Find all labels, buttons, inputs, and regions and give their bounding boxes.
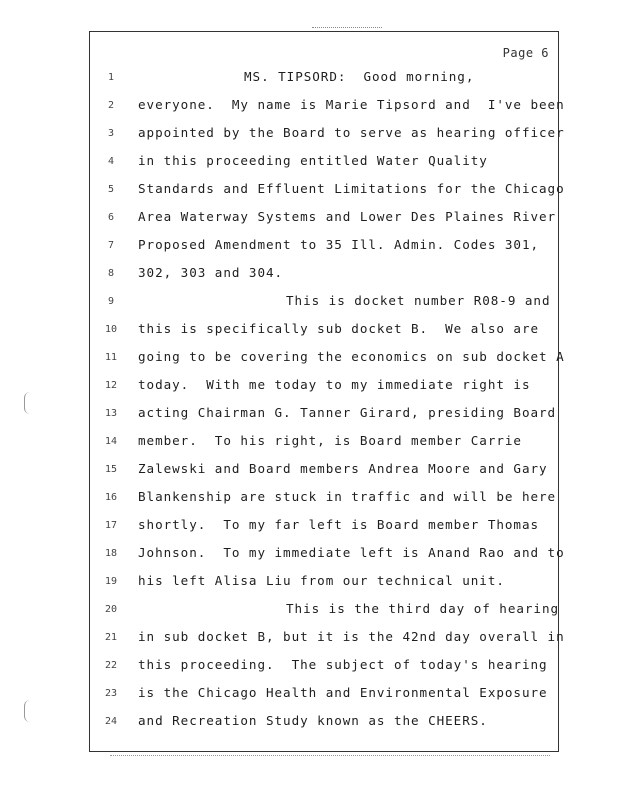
line-text: Blankenship are stuck in traffic and will be here xyxy=(138,489,557,504)
line-text: Johnson. To my immediate left is Anand Rao and to xyxy=(138,545,565,560)
punch-hole-mark xyxy=(24,700,31,722)
line-number: 2 xyxy=(107,100,115,111)
line-text: today. With me today to my immediate right is xyxy=(138,377,531,392)
punch-hole-mark xyxy=(24,392,31,414)
transcript-line xyxy=(90,69,558,89)
line-number: 17 xyxy=(104,520,118,531)
line-text: in this proceeding entitled Water Quality xyxy=(138,153,488,168)
transcript-line xyxy=(90,629,565,649)
line-text: Zalewski and Board members Andrea Moore and Gary xyxy=(138,461,548,476)
line-text: appointed by the Board to serve as hearing officer xyxy=(138,125,565,140)
line-number: 16 xyxy=(104,492,118,503)
transcript-line xyxy=(90,237,558,257)
transcript-line xyxy=(90,153,558,173)
line-text: and Recreation Study known as the CHEERS. xyxy=(138,713,488,728)
line-number: 11 xyxy=(104,352,118,363)
line-number: 7 xyxy=(107,240,115,251)
line-text: shortly. To my far left is Board member Thomas xyxy=(138,517,540,532)
line-number: 9 xyxy=(107,296,115,307)
line-text: Area Waterway Systems and Lower Des Plaines River xyxy=(138,209,557,224)
line-number: 20 xyxy=(104,604,118,615)
line-number: 10 xyxy=(104,324,118,335)
transcript-line xyxy=(90,181,565,201)
line-text: Proposed Amendment to 35 Ill. Admin. Codes 301, xyxy=(138,237,540,252)
transcript-line xyxy=(90,433,558,453)
line-text: his left Alisa Liu from our technical unit. xyxy=(138,573,505,588)
transcript-line xyxy=(90,377,558,397)
line-text: in sub docket B, but it is the 42nd day overall in xyxy=(138,629,565,644)
line-number: 19 xyxy=(104,576,118,587)
transcript-line xyxy=(90,685,558,705)
line-number: 14 xyxy=(104,436,118,447)
line-number: 21 xyxy=(104,632,118,643)
transcript-page xyxy=(89,31,565,752)
line-number: 23 xyxy=(104,688,118,699)
transcript-line xyxy=(90,265,558,285)
line-number: 12 xyxy=(104,380,118,391)
transcript-line xyxy=(90,657,558,677)
transcript-line xyxy=(90,321,558,341)
transcript-line xyxy=(90,601,558,621)
transcript-line xyxy=(90,209,558,229)
line-number: 24 xyxy=(104,716,118,727)
line-number: 6 xyxy=(107,212,115,223)
line-text: This is docket number R08-9 and xyxy=(286,293,551,308)
line-number: 4 xyxy=(107,156,115,167)
transcript-line xyxy=(90,125,565,145)
transcript-line xyxy=(90,573,558,593)
line-text: MS. TIPSORD: Good morning, xyxy=(244,69,475,84)
line-number: 5 xyxy=(107,184,115,195)
line-number: 22 xyxy=(104,660,118,671)
transcript-line xyxy=(90,293,558,313)
line-text: this proceeding. The subject of today's hearing xyxy=(138,657,548,672)
transcript-line xyxy=(90,97,565,117)
line-number: 18 xyxy=(104,548,118,559)
line-number: 1 xyxy=(107,72,115,83)
line-text: everyone. My name is Marie Tipsord and I've been xyxy=(138,97,565,112)
transcript-line xyxy=(90,713,558,733)
line-text: acting Chairman G. Tanner Girard, presiding Board xyxy=(138,405,557,420)
transcript-line xyxy=(90,517,558,537)
line-text: Standards and Effluent Limitations for the Chicago xyxy=(138,181,565,196)
page-number: Page 6 xyxy=(502,46,549,60)
line-text: is the Chicago Health and Environmental Exposure xyxy=(138,685,548,700)
transcript-line xyxy=(90,545,565,565)
line-text: This is the third day of hearing xyxy=(286,601,560,616)
transcript-line xyxy=(90,405,558,425)
line-text: member. To his right, is Board member Carrie xyxy=(138,433,522,448)
line-number: 8 xyxy=(107,268,115,279)
bottom-scan-mark xyxy=(110,755,550,758)
line-text: 302, 303 and 304. xyxy=(138,265,284,280)
line-number: 13 xyxy=(104,408,118,419)
line-text: this is specifically sub docket B. We also are xyxy=(138,321,540,336)
line-number: 15 xyxy=(104,464,118,475)
transcript-line xyxy=(90,349,565,369)
line-text: going to be covering the economics on sub docket A xyxy=(138,349,565,364)
line-number: 3 xyxy=(107,128,115,139)
transcript-line xyxy=(90,461,558,481)
transcript-line xyxy=(90,489,558,509)
